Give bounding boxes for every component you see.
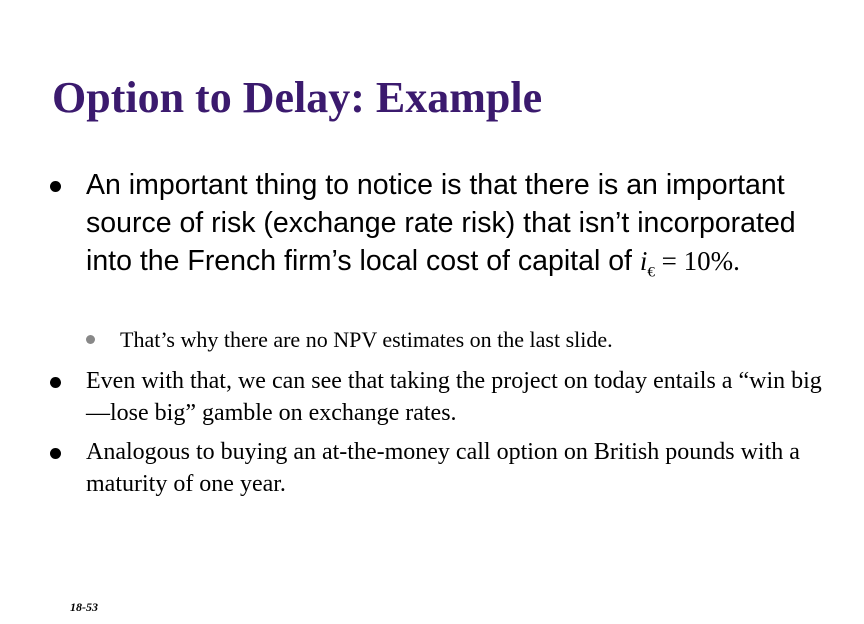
bullet-3-text: Analogous to buying an at-the-money call option on British pounds with a maturity of one year.: [86, 439, 800, 497]
cost-of-capital-formula: [639, 246, 740, 281]
bullet-1-body: An important thing to notice is that there is an important source of risk (exchange rate risk) that isn’t incorporated into the French firm’s local cost of capital of: [86, 169, 796, 277]
sub-bullet-1-text: That’s why there are no NPV estimates on the last slide.: [120, 327, 613, 352]
slide-title: Option to Delay: Example: [52, 73, 543, 122]
bullet-dot: [50, 448, 61, 459]
math-subscript: €: [647, 264, 655, 281]
bullet-dot: [50, 181, 61, 192]
bullet-dot: [50, 377, 61, 388]
bullet-1-text: [86, 166, 830, 291]
math-value: = 10%.: [654, 246, 740, 276]
math-variable: i: [639, 246, 648, 276]
bullet-2-text: Even with that, we can see that taking the project on today entails a “win big—lose big” gamble on exchange rates.: [86, 368, 822, 426]
sub-bullet-dot: [86, 335, 95, 344]
page-number: 18-53: [70, 600, 98, 614]
